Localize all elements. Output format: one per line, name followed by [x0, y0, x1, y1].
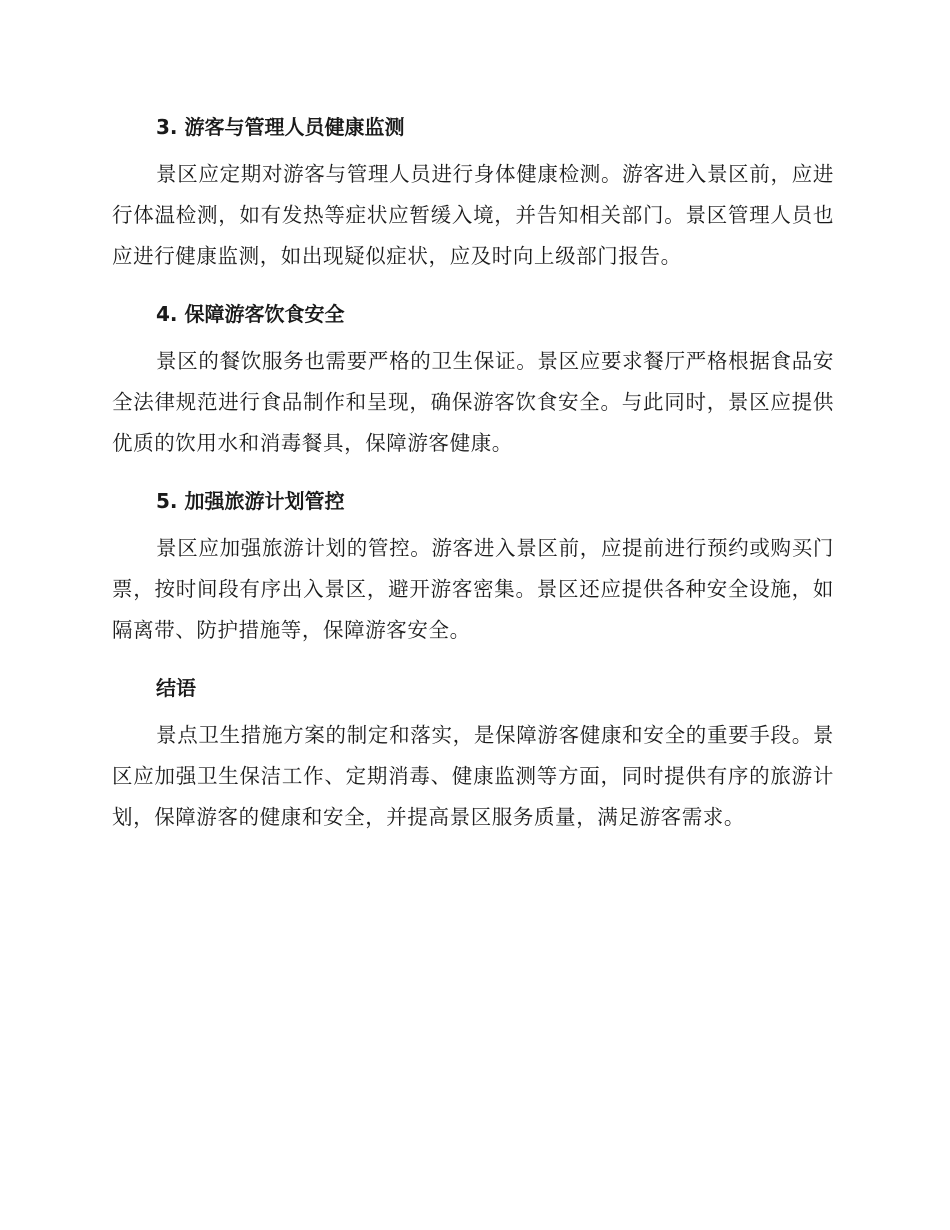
section-conclusion [112, 661, 834, 838]
section-food-safety [112, 287, 834, 464]
section-heading: 结语 [156, 676, 196, 700]
section-health-monitoring [112, 100, 834, 277]
section-paragraph: 景区应定期对游客与管理人员进行身体健康检测。游客进入景区前，应进行体温检测，如有发热等症状应暂缓入境，并告知相关部门。景区管理人员也应进行健康监测，如出现疑似症状，应及时向上级部门报告。 [112, 162, 834, 268]
section-travel-plan-control [112, 474, 834, 651]
section-paragraph: 景区的餐饮服务也需要严格的卫生保证。景区应要求餐厅严格根据食品安全法律规范进行食品制作和呈现，确保游客饮食安全。与此同时，景区应提供优质的饮用水和消毒餐具，保障游客健康。 [112, 349, 834, 455]
section-heading: 3. 游客与管理人员健康监测 [156, 115, 405, 139]
section-heading: 5. 加强旅游计划管控 [156, 489, 345, 513]
section-heading: 4. 保障游客饮食安全 [156, 302, 345, 326]
section-paragraph: 景区应加强旅游计划的管控。游客进入景区前，应提前进行预约或购买门票，按时间段有序出入景区，避开游客密集。景区还应提供各种安全设施，如隔离带、防护措施等，保障游客安全。 [112, 536, 834, 642]
section-paragraph: 景点卫生措施方案的制定和落实，是保障游客健康和安全的重要手段。景区应加强卫生保洁工作、定期消毒、健康监测等方面，同时提供有序的旅游计划，保障游客的健康和安全，并提高景区服务质量，满足游客需求。 [112, 723, 834, 829]
document-page [112, 100, 834, 838]
